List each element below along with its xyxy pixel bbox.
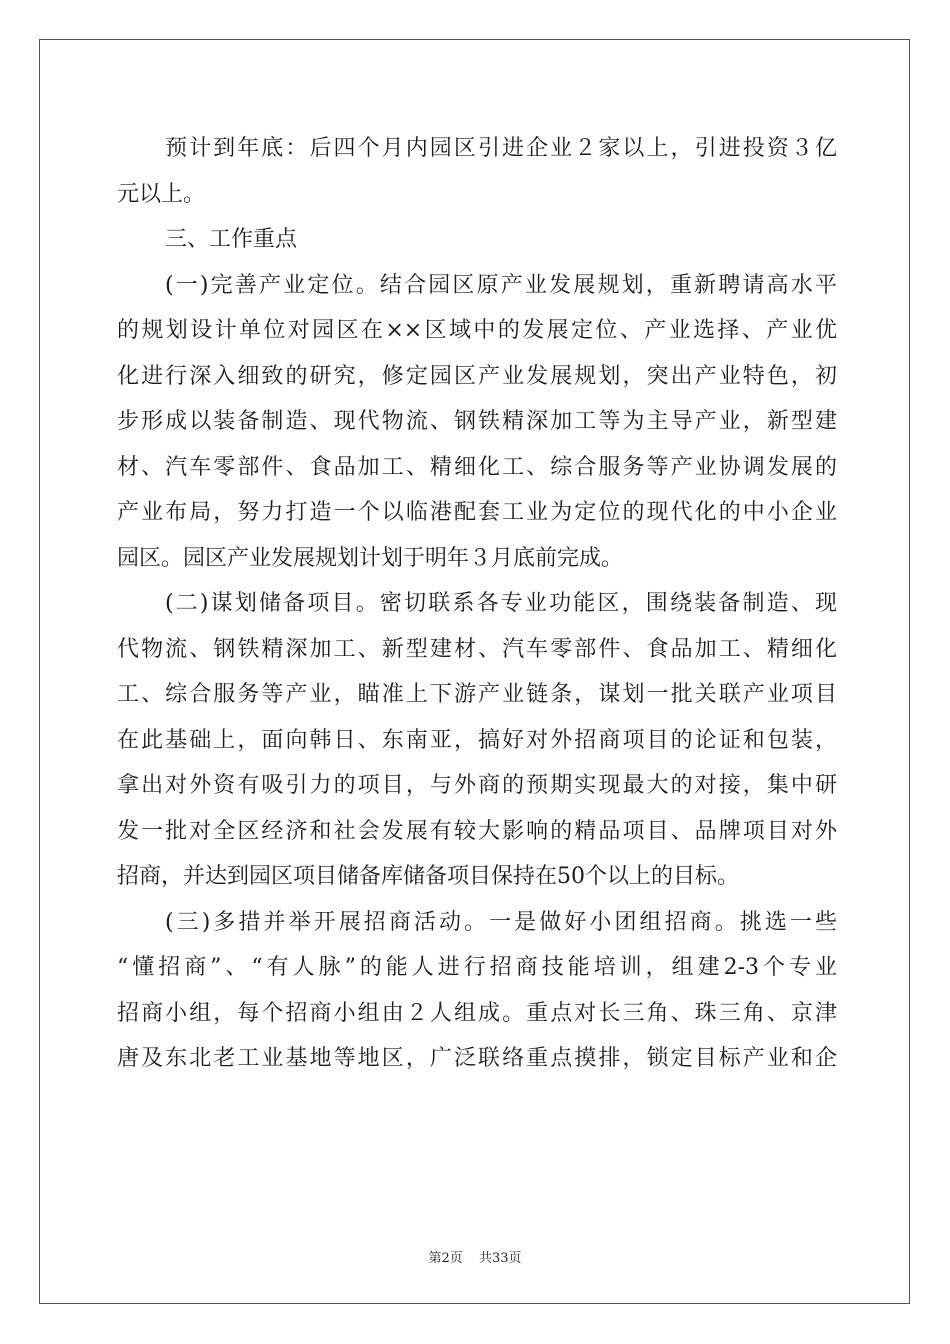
- section-heading: [117, 217, 837, 263]
- text-line: (二)谋划储备项目。密切联系各专业功能区，围绕装备制造、现: [165, 591, 837, 616]
- page-footer: [0, 1247, 950, 1266]
- heading-line: 三、工作重点: [165, 227, 298, 252]
- document-body: [117, 126, 837, 1082]
- text-line: 代物流、钢铁精深加工、新型建材、汽车零部件、食品加工、精细化: [117, 636, 837, 662]
- text-line: 招商小组，每个招商小组由２人组成。重点对长三角、珠三角、京津: [117, 1000, 837, 1026]
- text-line: 工、综合服务等产业，瞄准上下游产业链条，谋划一批关联产业项目: [117, 682, 837, 707]
- total-pages: 共33页: [478, 1251, 522, 1266]
- text-line: 步形成以装备制造、现代物流、钢铁精深加工等为主导产业，新型建: [117, 409, 837, 434]
- text-line: (一)完善产业定位。结合园区原产业发展规划，重新聘请高水平: [165, 272, 837, 298]
- paragraph-reserve-projects: [117, 581, 837, 900]
- page-number: 第2页: [428, 1251, 463, 1266]
- text-line: 材、汽车零部件、食品加工、精细化工、综合服务等产业协调发展的: [117, 454, 837, 480]
- text-line: 拿出对外资有吸引力的项目，与外商的预期实现最大的对接，集中研: [117, 773, 837, 798]
- text-line: 招商，并达到园区项目储备库储备项目保持在50个以上的目标。: [117, 864, 739, 889]
- text-line: 在此基础上，面向韩日、东南亚，搞好对外招商项目的论证和包装，: [117, 727, 837, 753]
- text-line: “懂招商”、“有人脉”的能人进行招商技能培训，组建2-3个专业: [117, 955, 837, 980]
- paragraph-industry-positioning: [117, 263, 837, 582]
- text-line: 唐及东北老工业基地等地区，广泛联络重点摸排，锁定目标产业和企: [117, 1046, 837, 1071]
- text-line: 元以上。: [117, 181, 206, 207]
- text-line: 园区。园区产业发展规划计划于明年３月底前完成。: [117, 545, 624, 571]
- text-line: (三)多措并举开展招商活动。一是做好小团组招商。挑选一些: [165, 909, 837, 935]
- text-line: 产业布局，努力打造一个以临港配套工业为定位的现代化的中小企业: [117, 500, 837, 525]
- text-line: 化进行深入细致的研究，修定园区产业发展规划，突出产业特色，初: [117, 363, 837, 389]
- paragraph-forecast: [117, 126, 837, 217]
- text-line: 的规划设计单位对园区在××区域中的发展定位、产业选择、产业优: [117, 318, 837, 343]
- text-line: 发一批对全区经济和社会发展有较大影响的精品项目、品牌项目对外: [117, 818, 837, 844]
- text-line: 预计到年底：后四个月内园区引进企业２家以上，引进投资３亿: [165, 136, 837, 161]
- paragraph-investment-activities: [117, 900, 837, 1082]
